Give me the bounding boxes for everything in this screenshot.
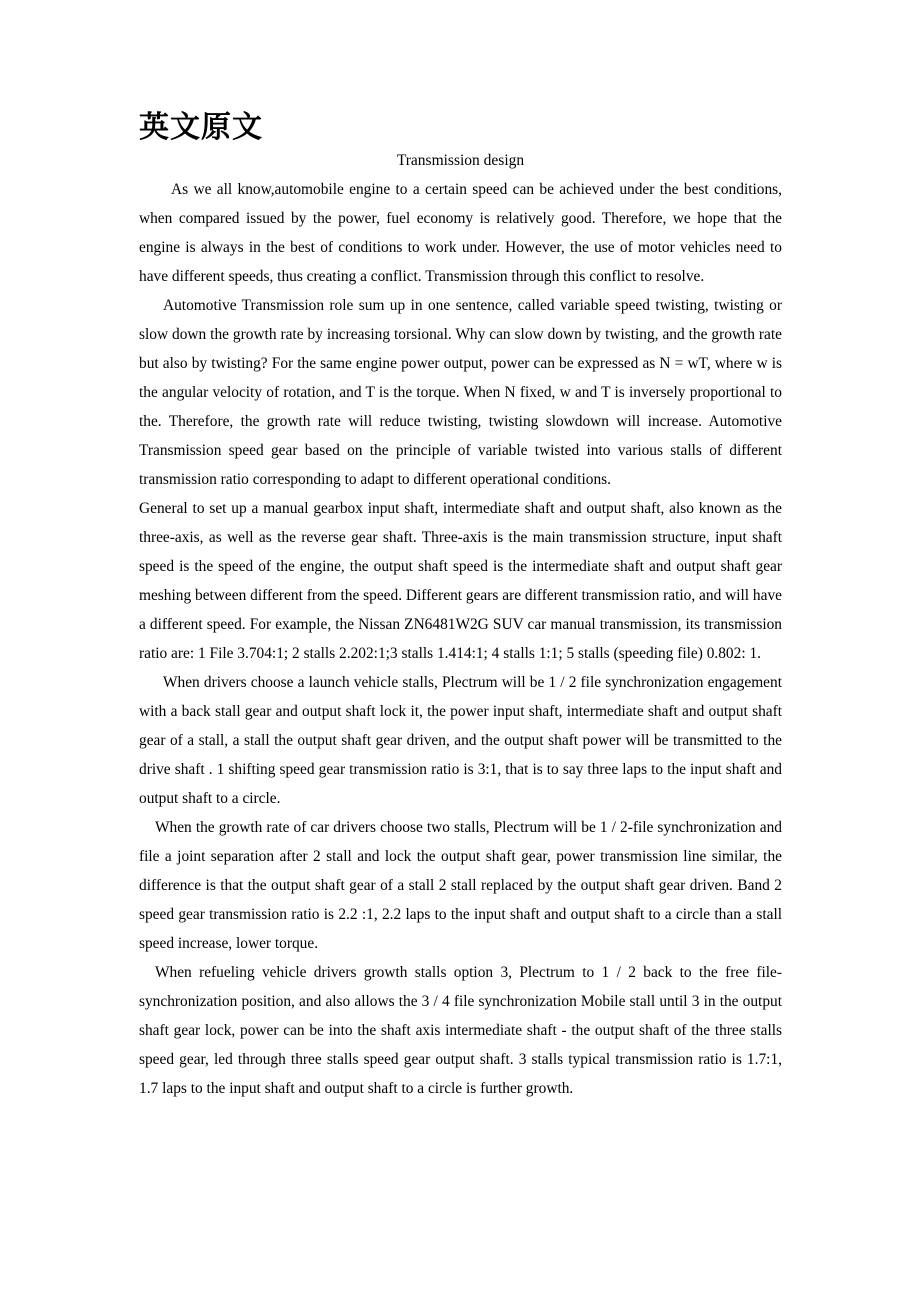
body-text	[139, 175, 782, 1103]
paragraph-6: When refueling vehicle drivers growth stalls option 3, Plectrum to 1 / 2 back to the free file-synchronization position, and also allows the 3 / 4 file synchronization Mobile stall until 3 in the output shaft gear lock, power can be into the shaft axis intermediate shaft - the output shaft of the three stalls speed gear, led through three stalls speed gear output shaft. 3 stalls typical transmission ratio is 1.7:1, 1.7 laps to the input shaft and output shaft to a circle is further growth.	[139, 964, 782, 1097]
paragraph-2: Automotive Transmission role sum up in one sentence, called variable speed twisting, twisting or slow down the growth rate by increasing torsional. Why can slow down by twisting, and the growth rate but also by twisting? For the same engine power output, power can be expressed as N = wT, where w is the angular velocity of rotation, and T is the torque. When N fixed, w and T is inversely proportional to the. Therefore, the growth rate will reduce twisting, twisting slowdown will increase. Automotive Transmission speed gear based on the principle of variable twisted into various stalls of different transmission ratio corresponding to adapt to different operational conditions.	[139, 297, 782, 488]
paragraph-3: General to set up a manual gearbox input shaft, intermediate shaft and output shaft, also known as the three-axis, as well as the reverse gear shaft. Three-axis is the main transmission structure, input shaft speed is the speed of the engine, the output shaft speed is the intermediate shaft and output shaft gear meshing between different from the speed. Different gears are different transmission ratio, and will have a different speed. For example, the Nissan ZN6481W2G SUV car manual transmission, its transmission ratio are: 1 File 3.704:1; 2 stalls 2.202:1;3 stalls 1.414:1; 4 stalls 1:1; 5 stalls (speeding file) 0.802: 1.	[139, 500, 782, 662]
document-title: Transmission design	[396, 152, 525, 169]
paragraph-4: When drivers choose a launch vehicle stalls, Plectrum will be 1 / 2 file synchronization engagement with a back stall gear and output shaft lock it, the power input shaft, intermediate shaft and output shaft gear of a stall, a stall the output shaft gear driven, and the output shaft power will be transmitted to the drive shaft . 1 shifting speed gear transmission ratio is 3:1, that is to say three laps to the input shaft and output shaft to a circle.	[139, 674, 782, 807]
paragraph-1: As we all know,automobile engine to a certain speed can be achieved under the best conditions, when compared issued by the power, fuel economy is relatively good. Therefore, we hope that the engine is always in the best of conditions to work under. However, the use of motor vehicles need to have different speeds, thus creating a conflict. Transmission through this conflict to resolve.	[139, 181, 782, 285]
paragraph-5: When the growth rate of car drivers choose two stalls, Plectrum will be 1 / 2-file synchronization and file a joint separation after 2 stall and lock the output shaft gear, power transmission line similar, the difference is that the output shaft gear of a stall 2 stall replaced by the output shaft gear driven. Band 2 speed gear transmission ratio is 2.2 :1, 2.2 laps to the input shaft and output shaft to a circle than a stall speed increase, lower torque.	[139, 819, 782, 952]
section-heading: 英文原文	[139, 110, 263, 145]
